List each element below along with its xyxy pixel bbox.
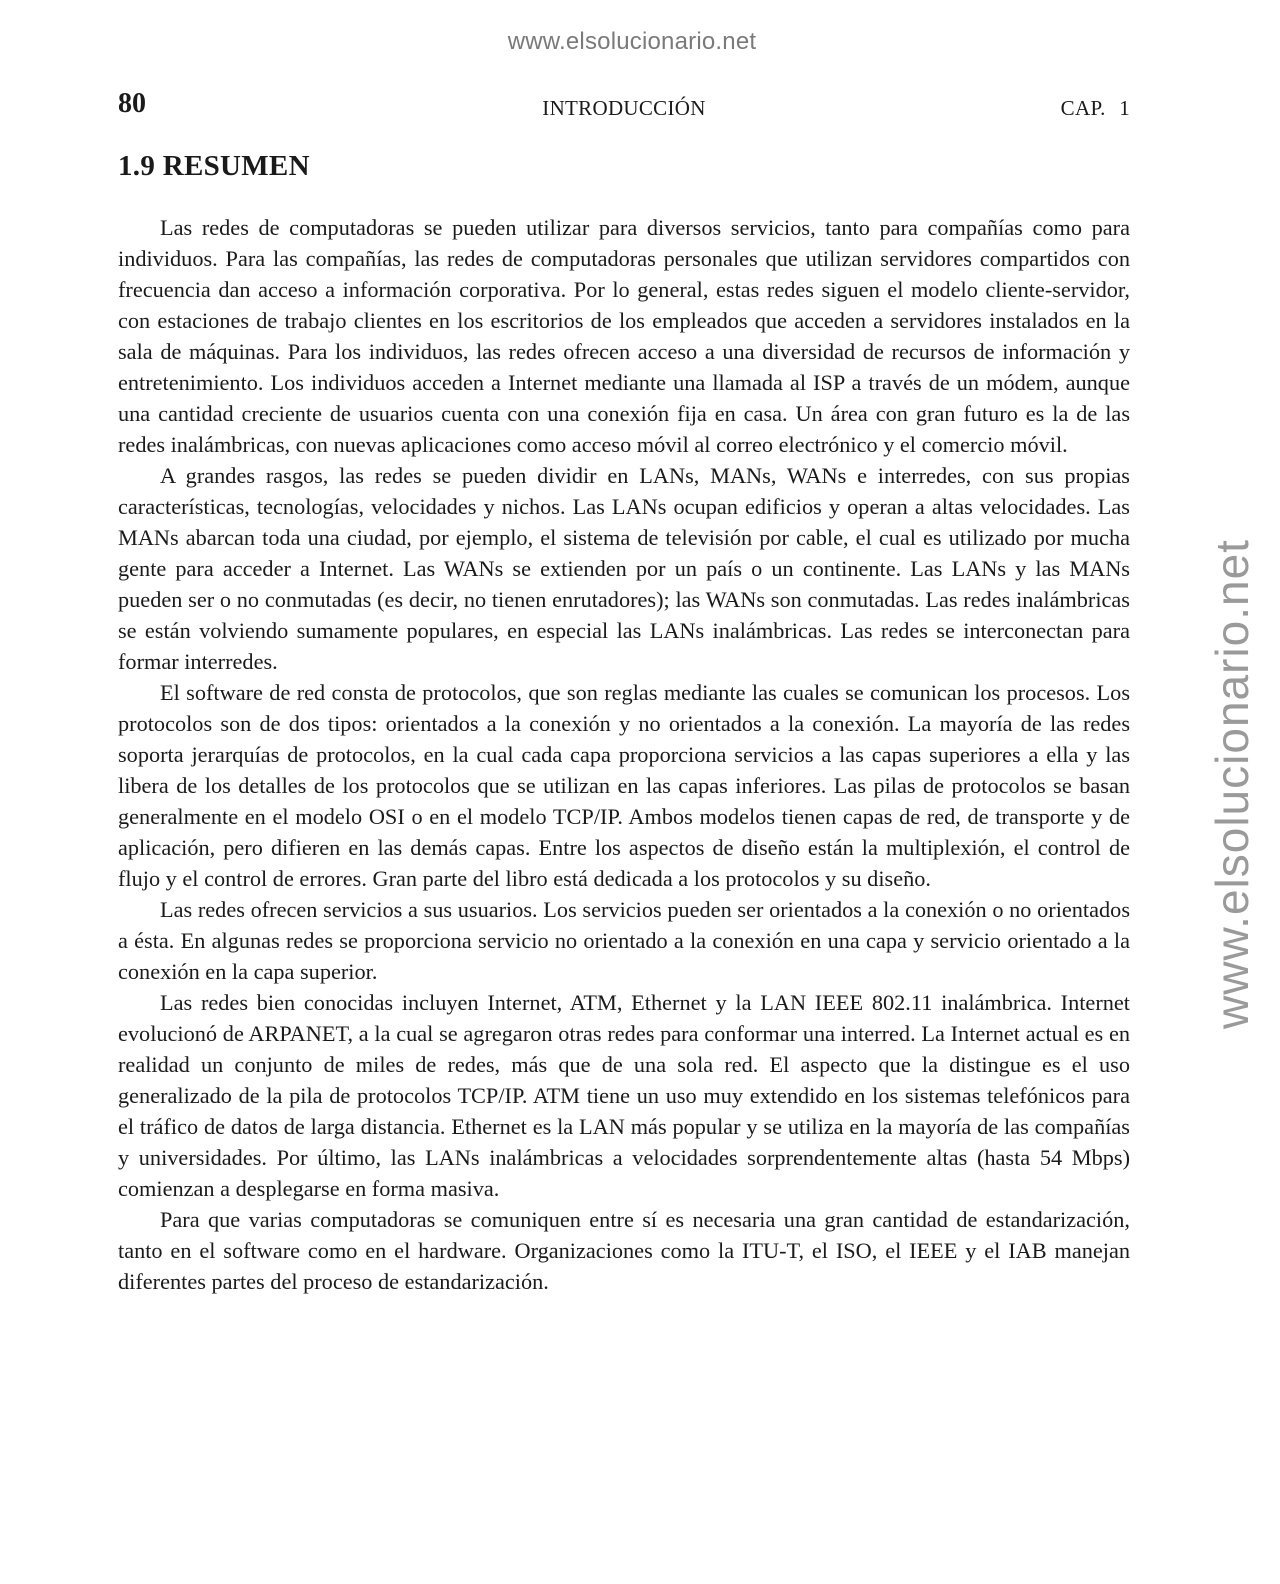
watermark-top: www.elsolucionario.net (507, 28, 757, 55)
paragraph: A grandes rasgos, las redes se pueden dividir en LANs, MANs, WANs e interredes, con sus propias características, tecnologías, velocidades y nichos. Las LANs ocupan edificios y operan a altas velocidades. Las MANs abarcan toda una ciudad, por ejemplo, el sistema de televisión por cable, el cual es utilizado por mucha gente para acceder a Internet. Las WANs se extienden por un país o un continente. Las LANs y las MANs pueden ser o no conmutadas (es decir, no tienen enrutadores); las WANs son conmutadas. Las redes inalámbricas se están volviendo sumamente populares, en especial las LANs inalámbricas. Las redes se interconectan para formar interredes. (118, 463, 1130, 674)
paragraph: Para que varias computadoras se comuniquen entre sí es necesaria una gran cantidad de estandarización, tanto en el software como en el hardware. Organizaciones como la ITU-T, el ISO, el IEEE y el IAB manejan diferentes partes del proceso de estandarización. (118, 1207, 1130, 1294)
section-title: 1.9 RESUMEN (118, 150, 310, 182)
chapter-ref: CAP. 1 (1060, 96, 1130, 120)
paragraph: Las redes bien conocidas incluyen Internet, ATM, Ethernet y la LAN IEEE 802.11 inalámbrica. Internet evolucionó de ARPANET, a la cual se agregaron otras redes para conformar una interred. La Internet actual es en realidad un conjunto de miles de redes, más que de una sola red. El aspecto que la distingue es el uso generalizado de la pila de protocolos TCP/IP. ATM tiene un uso muy extendido en los sistemas telefónicos para el tráfico de datos de larga distancia. Ethernet es la LAN más popular y se utiliza en la mayoría de las compañías y universidades. Por último, las LANs inalámbricas a velocidades sorprendentemente altas (hasta 54 Mbps) comienzan a desplegarse en forma masiva. (118, 990, 1130, 1201)
page-number: 80 (118, 88, 146, 119)
paragraph: Las redes ofrecen servicios a sus usuarios. Los servicios pueden ser orientados a la conexión o no orientados a ésta. En algunas redes se proporciona servicio no orientado a la conexión en una capa y servicio orientado a la conexión en la capa superior. (118, 897, 1130, 984)
paragraph: El software de red consta de protocolos, que son reglas mediante las cuales se comunican los procesos. Los protocolos son de dos tipos: orientados a la conexión y no orientados a la conexión. La mayoría de las redes soporta jerarquías de protocolos, en la cual cada capa proporciona servicios a las capas superiores a ella y las libera de los detalles de los protocolos que se utilizan en las capas inferiores. Las pilas de protocolos se basan generalmente en el modelo OSI o en el modelo TCP/IP. Ambos modelos tienen capas de red, de transporte y de aplicación, pero difieren en las demás capas. Entre los aspectos de diseño están la multiplexión, el control de flujo y el control de errores. Gran parte del libro está dedicada a los protocolos y su diseño. (118, 680, 1130, 891)
running-head (118, 88, 1130, 124)
chapter-title: INTRODUCCIÓN (542, 96, 706, 120)
paragraph: Las redes de computadoras se pueden utilizar para diversos servicios, tanto para compañías como para individuos. Para las compañías, las redes de computadoras personales que utilizan servidores compartidos con frecuencia dan acceso a información corporativa. Por lo general, estas redes siguen el modelo cliente-servidor, con estaciones de trabajo clientes en los escritorios de los empleados que acceden a servidores instalados en la sala de máquinas. Para los individuos, las redes ofrecen acceso a una diversidad de recursos de información y entretenimiento. Los individuos acceden a Internet mediante una llamada al ISP a través de un módem, aunque una cantidad creciente de usuarios cuenta con una conexión fija en casa. Un área con gran futuro es la de las redes inalámbricas, con nuevas aplicaciones como acceso móvil al correo electrónico y el comercio móvil. (118, 215, 1130, 457)
body-text (118, 212, 1130, 1297)
watermark-side: www.elsolucionario.net (1206, 539, 1258, 1029)
